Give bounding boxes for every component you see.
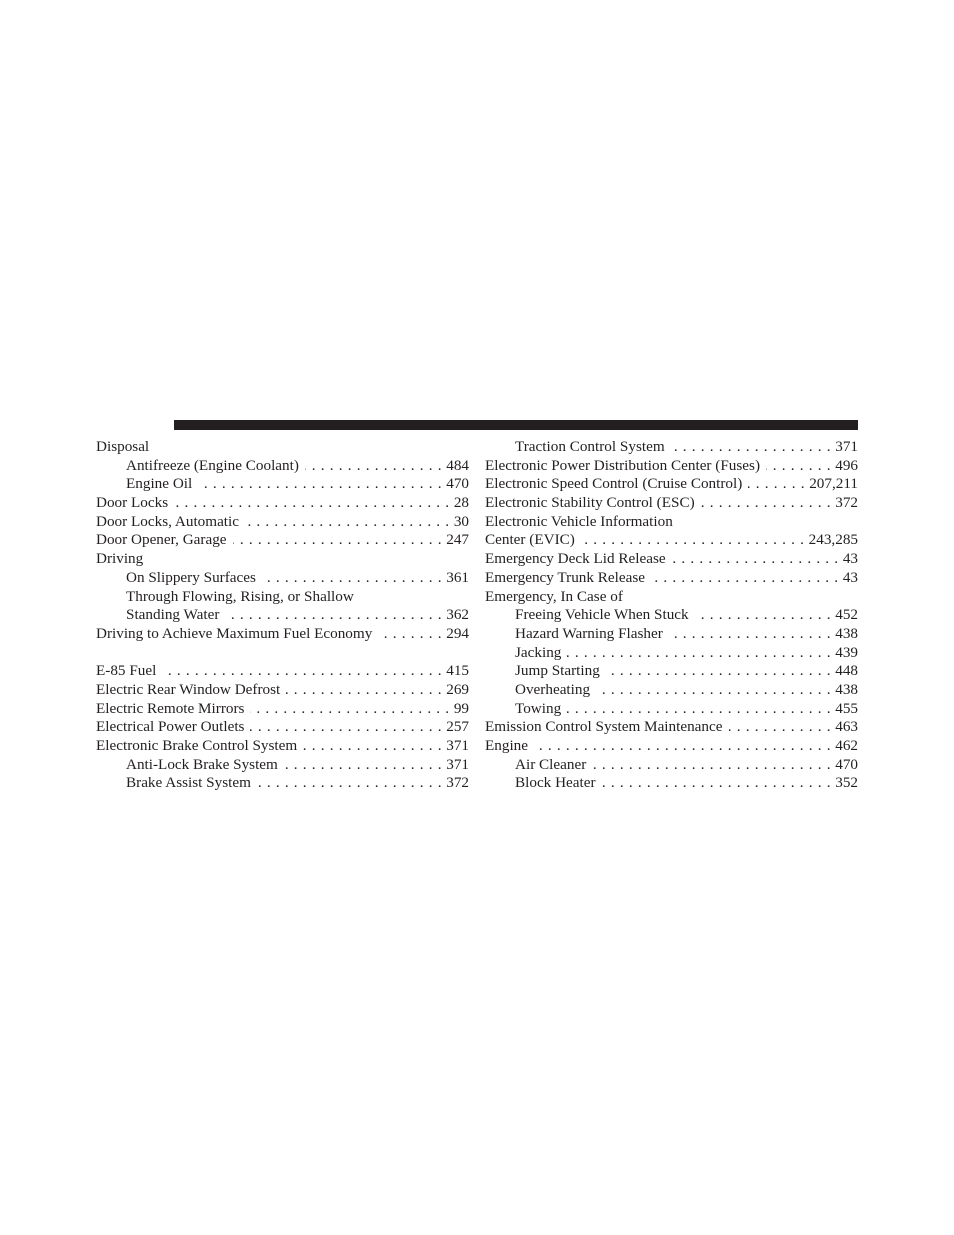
index-entry xyxy=(485,438,858,457)
index-entry xyxy=(96,531,469,550)
dot-leader xyxy=(305,457,442,476)
dot-leader xyxy=(303,737,442,756)
dot-leader xyxy=(233,531,443,550)
index-entry-text: Electrical Power Outlets xyxy=(96,718,245,736)
index-entry-page: 207,211 xyxy=(809,475,858,493)
dot-leader xyxy=(669,625,831,644)
index-entry-page: 496 xyxy=(835,456,858,474)
index-entry xyxy=(96,569,469,588)
index-entry-text: Driving xyxy=(96,550,144,568)
index-column-right xyxy=(485,438,858,793)
dot-leader xyxy=(567,700,831,719)
index-entry-text: Electric Rear Window Defrost xyxy=(96,680,281,698)
index-entry-text: E-85 Fuel xyxy=(96,662,157,680)
index-entry-text: Driving to Achieve Maximum Fuel Economy xyxy=(96,624,373,642)
index-entry-text: Towing xyxy=(515,699,562,717)
index-entry-page: 30 xyxy=(453,512,469,530)
index-entry-text: Emergency Trunk Release xyxy=(485,568,646,586)
index-entry xyxy=(485,625,858,644)
index-entry-text: Freeing Vehicle When Stuck xyxy=(515,606,689,624)
index-entry xyxy=(96,718,469,737)
index-entry xyxy=(485,644,858,663)
index-entry-page: 415 xyxy=(446,662,469,680)
index-entry-text: Anti-Lock Brake System xyxy=(126,755,278,773)
dot-leader xyxy=(262,569,442,588)
index-entry xyxy=(485,737,858,756)
index-entry xyxy=(96,494,469,513)
index-entry xyxy=(485,588,858,607)
index-entry-page: 439 xyxy=(835,643,858,661)
index-entry-page: 43 xyxy=(842,550,858,568)
index-entry-text: Jacking xyxy=(515,643,562,661)
index-entry-text: Jump Starting xyxy=(515,662,600,680)
index-entry-page: 371 xyxy=(835,438,858,455)
dot-leader xyxy=(225,606,442,625)
index-entry-text: Electronic Speed Control (Cruise Control) xyxy=(485,475,743,493)
index-entry-text: Disposal xyxy=(96,438,150,455)
dot-leader xyxy=(245,513,450,532)
index-entry xyxy=(96,662,469,681)
dot-leader xyxy=(671,438,832,457)
index-entry-text: Electronic Brake Control System xyxy=(96,737,298,754)
dot-leader xyxy=(250,700,449,719)
dot-leader xyxy=(378,625,442,644)
index-entry-text: Emergency, In Case of xyxy=(485,587,623,605)
index-entry xyxy=(96,513,469,532)
dot-leader xyxy=(602,774,832,793)
index-entry xyxy=(96,774,469,793)
dot-leader xyxy=(701,494,832,513)
index-entry-page: 462 xyxy=(835,737,858,754)
dot-leader xyxy=(581,531,805,550)
index-entry xyxy=(96,457,469,476)
index-entry xyxy=(96,756,469,775)
index-entry xyxy=(485,756,858,775)
index-entry-page: 455 xyxy=(835,699,858,717)
index-entry xyxy=(485,700,858,719)
index-entry-text: Air Cleaner xyxy=(515,755,587,773)
index-entry xyxy=(485,475,858,494)
dot-leader xyxy=(651,569,839,588)
index-entry-page: 470 xyxy=(446,475,469,493)
index-entry xyxy=(485,681,858,700)
dot-leader xyxy=(534,737,831,756)
index-entry-page: 448 xyxy=(835,662,858,680)
index-entry-text: Emergency Deck Lid Release xyxy=(485,550,666,568)
index-entry-text: Electric Remote Mirrors xyxy=(96,699,245,717)
index-entry-page: 438 xyxy=(835,680,858,698)
index-entry xyxy=(485,531,858,550)
index-entry xyxy=(485,774,858,793)
index-entry xyxy=(96,588,469,607)
index-entry-page: 372 xyxy=(446,774,469,792)
index-entry xyxy=(96,550,469,569)
index-entry-page: 371 xyxy=(446,737,469,754)
index-entry-page: 294 xyxy=(446,624,469,642)
index-entry xyxy=(485,550,858,569)
index-entry-page: 43 xyxy=(842,568,858,586)
dot-leader xyxy=(286,681,442,700)
index-entry xyxy=(485,494,858,513)
dot-leader xyxy=(250,718,442,737)
index-entry-page: 452 xyxy=(835,606,858,624)
dot-leader xyxy=(766,457,831,476)
index-entry xyxy=(485,513,858,532)
index-entry-text: Electronic Vehicle Information xyxy=(485,512,673,530)
index-entry-text: On Slippery Surfaces xyxy=(126,568,256,586)
index-entry-page: 362 xyxy=(446,606,469,624)
index-entry-page: 269 xyxy=(446,680,469,698)
index-entry-text: Block Heater xyxy=(515,774,596,792)
dot-leader xyxy=(284,756,442,775)
index-entry xyxy=(485,606,858,625)
index-entry-text: Electronic Power Distribution Center (Fuses) xyxy=(485,456,761,474)
dot-leader xyxy=(174,494,450,513)
dot-leader xyxy=(672,550,839,569)
dot-leader xyxy=(198,475,442,494)
dot-leader xyxy=(748,475,805,494)
index-entry-text: Door Locks xyxy=(96,494,169,512)
index-entry-page: 361 xyxy=(446,568,469,586)
index-entry-text: Electronic Stability Control (ESC) xyxy=(485,494,695,512)
index-entry xyxy=(96,438,469,457)
index-entry-page: 372 xyxy=(835,494,858,512)
index-entry-page: 438 xyxy=(835,624,858,642)
index-entry-text: Door Opener, Garage xyxy=(96,531,227,549)
index-entry xyxy=(96,700,469,719)
index-entry xyxy=(485,718,858,737)
index-entry xyxy=(96,625,469,644)
index-entry-text: Standing Water xyxy=(126,606,220,624)
index-entry xyxy=(485,662,858,681)
index-entry-page: 243,285 xyxy=(808,531,858,549)
index-entry-page: 28 xyxy=(453,494,469,512)
index-entry-text: Brake Assist System xyxy=(126,774,251,792)
index-entry-text: Through Flowing, Rising, or Shallow xyxy=(126,587,354,605)
index-entry xyxy=(485,457,858,476)
header-rule xyxy=(174,420,858,430)
index-entry xyxy=(485,569,858,588)
index-entry xyxy=(96,737,469,756)
index-entry-page: 484 xyxy=(446,456,469,474)
index-entry-page: 257 xyxy=(446,718,469,736)
index-entry-page: 463 xyxy=(835,718,858,736)
index-entry-page: 247 xyxy=(446,531,469,549)
index-entry-page: 371 xyxy=(446,755,469,773)
index-entry-text: Engine xyxy=(485,737,529,754)
index-entry-text: Engine Oil xyxy=(126,475,193,493)
index-entry xyxy=(96,606,469,625)
index-entry-page: 470 xyxy=(835,755,858,773)
index-entry-text: Antifreeze (Engine Coolant) xyxy=(126,456,299,474)
index-entry-page: 99 xyxy=(453,699,469,717)
index-entry-text: Center (EVIC) xyxy=(485,531,575,549)
index-entry-text: Emission Control System Maintenance xyxy=(485,718,723,736)
dot-leader xyxy=(567,644,831,663)
index-column-left xyxy=(96,438,469,793)
dot-leader xyxy=(695,606,832,625)
index-entry-text: Traction Control System xyxy=(515,438,665,455)
dot-leader xyxy=(596,681,831,700)
index-entry-page: 352 xyxy=(835,774,858,792)
index-entry xyxy=(96,475,469,494)
index-entry-text: Hazard Warning Flasher xyxy=(515,624,663,642)
dot-leader xyxy=(162,662,442,681)
dot-leader xyxy=(606,662,831,681)
index-entry-text: Overheating xyxy=(515,680,591,698)
index-spacer xyxy=(96,644,469,663)
dot-leader xyxy=(257,774,442,793)
dot-leader xyxy=(592,756,831,775)
index-entry-text: Door Locks, Automatic xyxy=(96,512,239,530)
index-entry xyxy=(96,681,469,700)
dot-leader xyxy=(729,718,832,737)
